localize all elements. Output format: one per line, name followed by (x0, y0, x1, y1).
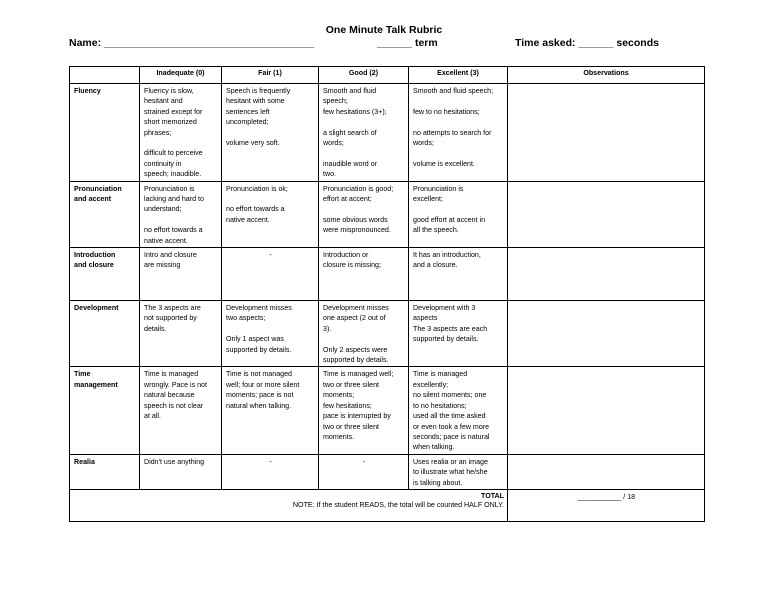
observations-cell[interactable] (508, 301, 705, 367)
excellent-cell (409, 84, 508, 182)
criterion-cell (70, 301, 140, 367)
page-title: One Minute Talk Rubric (325, 24, 443, 36)
excellent-text (413, 96, 504, 106)
fair-cell (222, 248, 319, 301)
fair-text: natural when talking. (226, 401, 292, 410)
excellent-text: to illustrate what he/she (413, 468, 488, 477)
excellent-text: when talking. (413, 443, 455, 452)
fair-text: no effort towards a (226, 205, 285, 214)
good-text: Only 2 aspects were (323, 345, 388, 354)
excellent-text: aspects (413, 314, 438, 323)
excellent-text: Smooth and fluid speech; (413, 87, 494, 95)
excellent-text: no silent moments; one (413, 391, 487, 400)
table-row (70, 181, 705, 247)
table-row (70, 454, 705, 489)
good-text: pace is interrupted by (323, 412, 391, 421)
inadequate-text: Time is managed (144, 370, 199, 379)
fair-cell (222, 181, 319, 247)
fair-cell (222, 301, 319, 367)
excellent-text: no attempts to search for (413, 128, 492, 137)
observations-cell[interactable] (508, 181, 705, 247)
good-cell (319, 301, 409, 367)
excellent-cell (409, 181, 508, 247)
inadequate-text: hesitant and (144, 97, 183, 106)
good-text: Development misses (323, 304, 389, 313)
good-text: few hesitations (3+); (323, 107, 387, 116)
fair-text: Time is not managed (226, 370, 292, 379)
excellent-text: is talking about. (413, 478, 463, 487)
criterion-cell (70, 248, 140, 301)
name-field-line: Name: ____________________________________ (69, 37, 315, 49)
fair-text: native accent. (226, 215, 270, 224)
excellent-cell (409, 301, 508, 367)
fair-text: Development misses (226, 304, 292, 313)
excellent-text: words; (413, 139, 434, 147)
table-row (70, 367, 705, 454)
good-text: two. (323, 170, 337, 179)
excellent-text: few to no hesitations; (413, 107, 480, 116)
good-text: some obvious words (323, 215, 388, 224)
inadequate-text: continuity in (144, 159, 182, 168)
fair-cell (222, 367, 319, 454)
criterion-text: management (74, 380, 118, 389)
total-row (70, 489, 705, 521)
rubric-table (69, 66, 705, 522)
column-header-excellent: Excellent (3) (409, 67, 508, 84)
fair-text: Pronunciation is ok; (226, 184, 288, 193)
good-text: closure is missing; (323, 261, 381, 270)
good-text: moments; (323, 391, 355, 400)
excellent-text: Pronunciation is (413, 184, 464, 193)
fair-text (226, 194, 315, 204)
good-text: a slight search of (323, 128, 377, 137)
total-note-cell (70, 489, 508, 521)
fair-text: volume very soft. (226, 139, 280, 148)
good-text: words; (323, 139, 344, 148)
excellent-text: to no hesitations; (413, 401, 467, 410)
good-text: were mispronounced. (323, 226, 391, 235)
good-text: effort at accent; (323, 195, 372, 204)
inadequate-text: no effort towards a (144, 226, 203, 235)
good-text: 3). (323, 324, 332, 333)
good-text (323, 148, 405, 158)
excellent-text: excellently; (413, 380, 449, 389)
good-cell (319, 367, 409, 454)
inadequate-text: difficult to perceive (144, 149, 203, 158)
good-text: moments. (323, 432, 355, 441)
criterion-text: Introduction (74, 251, 116, 260)
excellent-text: Development with 3 (413, 304, 476, 313)
good-text: supported by details. (323, 356, 389, 365)
inadequate-text: lacking and hard to (144, 195, 204, 204)
fair-text: - (269, 457, 272, 466)
excellent-cell (409, 367, 508, 454)
criterion-cell (70, 84, 140, 182)
column-header-good: Good (2) (319, 67, 409, 84)
criterion-text: Development (74, 304, 119, 313)
term-field-line: ______ term (377, 37, 438, 49)
column-header-observations: Observations (508, 67, 705, 84)
excellent-text (413, 117, 504, 127)
good-text (323, 117, 405, 127)
excellent-text: Time is managed (413, 370, 468, 379)
observations-cell[interactable] (508, 84, 705, 182)
fair-cell (222, 84, 319, 182)
excellent-text: excellent; (413, 195, 443, 204)
fair-text: two aspects; (226, 314, 266, 323)
good-text: few hesitations; (323, 401, 372, 410)
column-header-inadequate: Inadequate (0) (140, 67, 222, 84)
fair-cell (222, 454, 319, 489)
excellent-text (413, 148, 504, 158)
inadequate-text: The 3 aspects are (144, 304, 201, 313)
inadequate-text: native accent. (144, 236, 188, 245)
observations-cell[interactable] (508, 367, 705, 454)
excellent-text: seconds; pace is natural (413, 432, 490, 441)
good-text: two or three silent (323, 422, 379, 431)
fair-text: hesitant with some (226, 97, 285, 106)
excellent-text: The 3 aspects are each (413, 324, 488, 333)
excellent-cell (409, 454, 508, 489)
observations-cell[interactable] (508, 248, 705, 301)
inadequate-text: not supported by (144, 314, 197, 323)
excellent-text: and a closure. (413, 261, 458, 270)
rubric-body (70, 84, 705, 522)
header-row (70, 67, 705, 84)
excellent-text: all the speech. (413, 226, 459, 235)
good-text (323, 334, 405, 344)
inadequate-text: wrongly. Pace is not (144, 380, 207, 389)
inadequate-text (144, 138, 218, 148)
good-text (323, 204, 405, 214)
excellent-text: volume is excellent. (413, 159, 475, 168)
fair-text: Speech is frequently (226, 87, 291, 95)
inadequate-text: short memorized (144, 118, 197, 127)
excellent-text: used all the time asked (413, 412, 486, 421)
criterion-text: and closure (74, 261, 114, 270)
criterion-text: and accent (74, 195, 112, 204)
good-text: Introduction or (323, 251, 369, 260)
inadequate-cell (140, 301, 222, 367)
good-text: one aspect (2 out of (323, 314, 386, 323)
table-row (70, 248, 705, 301)
table-row (70, 84, 705, 182)
excellent-text: supported by details. (413, 335, 479, 344)
fair-text: uncompleted; (226, 118, 269, 127)
criterion-cell (70, 367, 140, 454)
good-text: two or three silent (323, 380, 379, 389)
inadequate-text: speech; inaudible. (144, 170, 202, 179)
inadequate-text: details. (144, 324, 167, 333)
inadequate-text: understand; (144, 205, 182, 214)
column-header-criterion (70, 67, 140, 84)
good-cell (319, 248, 409, 301)
excellent-text: Uses realia or an image (413, 457, 488, 466)
fair-text: well; four or more silent (226, 380, 300, 389)
inadequate-cell (140, 248, 222, 301)
inadequate-text: speech is not clear (144, 401, 204, 410)
good-text: Smooth and fluid (323, 87, 377, 95)
observations-cell[interactable] (508, 454, 705, 489)
inadequate-text: Fluency is slow, (144, 87, 194, 95)
good-text: Time is managed well; (323, 370, 394, 379)
excellent-text: It has an introduction, (413, 251, 481, 260)
excellent-cell (409, 248, 508, 301)
excellent-text: good effort at accent in (413, 215, 486, 224)
inadequate-text: Intro and closure (144, 251, 197, 260)
excellent-text (413, 204, 504, 214)
half-only-note: NOTE: If the student READS, the total will be counted HALF ONLY. (292, 500, 504, 509)
inadequate-cell (140, 181, 222, 247)
fair-text: sentences left (226, 107, 270, 116)
good-cell (319, 181, 409, 247)
fair-text: Only 1 aspect was (226, 335, 284, 344)
inadequate-cell (140, 84, 222, 182)
good-cell (319, 454, 409, 489)
time-asked-field-line: Time asked: ______ seconds (515, 37, 659, 49)
fair-text: supported by details. (226, 345, 292, 354)
inadequate-text: natural because (144, 391, 195, 400)
criterion-cell (70, 181, 140, 247)
criterion-text: Time (74, 370, 91, 379)
good-text: Pronunciation is good; (323, 184, 394, 193)
inadequate-text: are missing (144, 261, 181, 270)
inadequate-text: phrases; (144, 128, 172, 137)
fair-text: - (269, 251, 272, 260)
good-cell (319, 84, 409, 182)
fair-text (226, 128, 315, 138)
criterion-text: Pronunciation (74, 184, 122, 193)
inadequate-text: strained except for (144, 107, 203, 116)
table-row (70, 301, 705, 367)
criterion-text: Fluency (74, 87, 101, 95)
column-header-fair: Fair (1) (222, 67, 319, 84)
fair-text: moments; pace is not (226, 391, 294, 400)
good-text: inaudible word or (323, 159, 378, 168)
good-text: speech; (323, 97, 348, 106)
inadequate-cell (140, 454, 222, 489)
inadequate-text: Didn't use anything (144, 457, 205, 466)
criterion-text: Realia (74, 457, 95, 466)
good-text: - (362, 457, 366, 466)
criterion-cell (70, 454, 140, 489)
total-score-cell: ___________ / 18 (508, 489, 705, 521)
inadequate-cell (140, 367, 222, 454)
inadequate-text (144, 215, 218, 225)
excellent-text: or even took a few more (413, 422, 490, 431)
inadequate-text: Pronunciation is (144, 184, 195, 193)
total-label: TOTAL (481, 491, 504, 500)
inadequate-text: at all. (144, 412, 161, 421)
fair-text (226, 324, 315, 334)
